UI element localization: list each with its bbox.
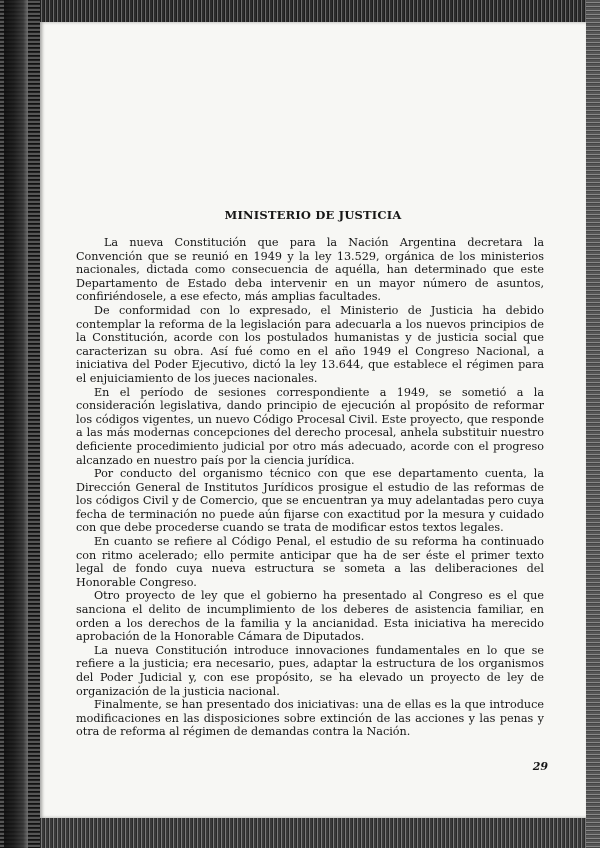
scan-border-left-binding: [0, 0, 40, 848]
paragraph: En el período de sesiones correspondiente a 1949, se sometió a la consideración legislativa, dando principio de ejecución al propósito de reformar los códigos vigentes, un nuevo Código Procesal Civil. Este proyecto, que responde a las más modernas concepciones del derecho procesal, anhela substituir nuestro deficiente procedimiento judicial por otro más adecuado, acorde con el progreso alcanzado en nuestro país por la ciencia jurídica.: [76, 385, 544, 467]
page-number: 29: [532, 760, 548, 773]
page-title: MINISTERIO DE JUSTICIA: [224, 208, 402, 222]
scan-border-right: [586, 0, 600, 848]
paragraph: Finalmente, se han presentado dos iniciativas: una de ellas es la que introduce modificaciones en las disposiciones sobre extinción de las acciones y las penas y otra de reforma al régimen de demandas contra la Nación.: [76, 698, 544, 739]
paragraph: Por conducto del organismo técnico con que ese departamento cuenta, la Dirección General de Institutos Jurídicos prosigue el estudio de las reformas de los códigos Civil y de Comercio, que se encuentran ya muy adelantadas pero cuya fecha de terminación no puede aún fijarse con exactitud por la mesura y cuidado con que debe procederse cuando se trata de modificar estos textos legales.: [76, 467, 544, 535]
paragraph: De conformidad con lo expresado, el Ministerio de Justicia ha debido contemplar la reforma de la legislación para adecuarla a los nuevos principios de la Constitución, acorde con los postulados humanistas y de justicia social que caracterizan su obra. Así fué como en el año 1949 el Congreso Nacional, a iniciativa del Poder Ejecutivo, dictó la ley 13.644, que establece el régimen para el enjuiciamiento de los jueces nacionales.: [76, 303, 544, 385]
paragraph: La nueva Constitución que para la Nación Argentina decretara la Convención que se reunió en 1949 y la ley 13.529, orgánica de los ministerios nacionales, dictada como consecuencia de aquélla, han determinado que este Departamento de Estado deba intervenir en un mayor número de asuntos, confiriéndosele, a ese efecto, más amplias facultades.: [76, 236, 544, 304]
paragraph: La nueva Constitución introduce innovaciones fundamentales en lo que se refiere a la justicia; era necesario, pues, adaptar la estructura de los organismos del Poder Judicial y, con ese propósito, se ha elevado un proyecto de ley de organización de la justicia nacional.: [76, 643, 544, 698]
scan-border-top: [0, 0, 600, 22]
document-page: [40, 22, 586, 818]
paragraph: Otro proyecto de ley que el gobierno ha presentado al Congreso es el que sanciona el delito de incumplimiento de los deberes de asistencia familiar, en orden a los derechos de la familia y la ancianidad. Esta iniciativa ha merecido aprobación de la Honorable Cámara de Diputados.: [76, 589, 544, 644]
body-text: [76, 236, 544, 739]
scan-border-bottom: [0, 818, 600, 848]
paragraph: En cuanto se refiere al Código Penal, el estudio de su reforma ha continuado con ritmo acelerado; ello permite anticipar que ha de ser éste el primer texto legal de fondo cuya nueva estructura se someta a las deliberaciones del Honorable Congreso.: [76, 535, 544, 589]
